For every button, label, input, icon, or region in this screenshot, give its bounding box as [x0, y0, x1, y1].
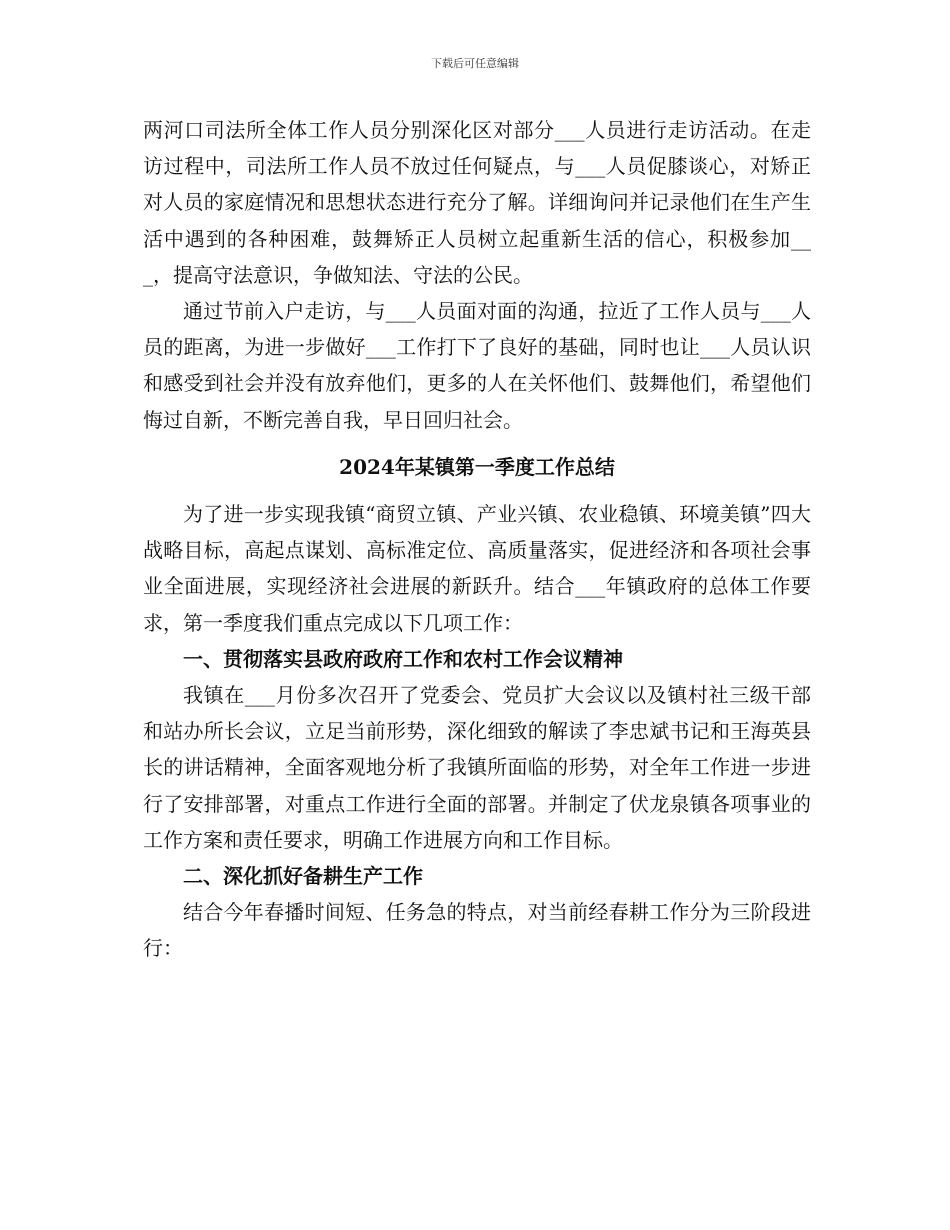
paragraph-visit-result: 通过节前入户走访，与___人员面对面的沟通，拉近了工作人员与___人员的距离，为进一步做好___工作打下了良好的基础，同时也让___人员认识和感受到社会并没有放弃他们，更多的人在关怀他们、鼓舞他们，希望他们悔过自新，不断完善自我，早日回归社会。 — [143, 299, 811, 432]
section-heading-2: 二、深化抓好备耕生产工作 — [183, 864, 423, 889]
header-note: 下载后可任意编辑 — [431, 57, 519, 70]
paragraph-section-2: 结合今年春播时间短、任务急的特点，对当前经春耕工作分为三阶段进行： — [143, 900, 811, 961]
section-heading-1: 一、贯彻落实县政府政府工作和农村工作会议精神 — [183, 646, 623, 671]
document-title: 2024年某镇第一季度工作总结 — [339, 454, 615, 479]
paragraph-section-1: 我镇在___月份多次召开了党委会、党员扩大会议以及镇村社三级干部和站办所长会议，立足当前形势，深化细致的解读了李忠斌书记和王海英县长的讲话精神，全面客观地分析了我镇所面临的形势，对全年工作进一步进行了安排部署，对重点工作进行全面的部署。并制定了伏龙泉镇各项事业的工作方案和责任要求，明确工作进展方向和工作目标。 — [143, 683, 811, 852]
paragraph-visit-activity: 两河口司法所全体工作人员分别深化区对部分___人员进行走访活动。在走访过程中，司法所工作人员不放过任何疑点，与___人员促膝谈心，对矫正对人员的家庭情况和思想状态进行充分了解。详细询问并记录他们在生产生活中遇到的各种困难，鼓舞矫正人员树立起重新生活的信心，积极参加___，提高守法意识，争做知法、守法的公民。 — [143, 118, 811, 287]
paragraph-intro: 为了进一步实现我镇“商贸立镇、产业兴镇、农业稳镇、环境美镇”四大战略目标，高起点谋划、高标准定位、高质量落实，促进经济和各项社会事业全面进展，实现经济社会进展的新跃升。结合___年镇政府的总体工作要求，第一季度我们重点完成以下几项工作： — [143, 502, 811, 635]
document-body — [143, 112, 811, 967]
